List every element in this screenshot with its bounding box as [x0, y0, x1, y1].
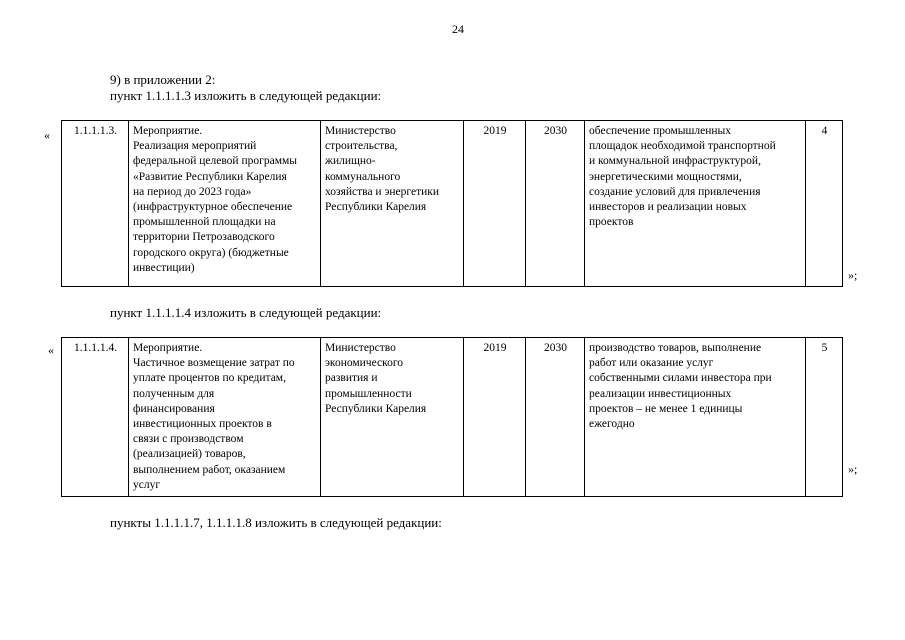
- start-year: 2019: [464, 338, 526, 497]
- text-line: Реализация мероприятий: [133, 140, 257, 153]
- close-quote-1: »;: [848, 268, 858, 282]
- text-line: проектов: [589, 216, 634, 229]
- event-lines: [133, 341, 317, 493]
- text-line: Частичное возмещение затрат по: [133, 357, 295, 370]
- text-line: Мероприятие.: [133, 342, 203, 354]
- text-line: проектов – не менее 1 единицы: [589, 402, 743, 415]
- text-line: Мероприятие.: [133, 125, 203, 137]
- text-line: ежегодно: [589, 418, 635, 431]
- intro-line-1: 9) в приложении 2:: [110, 72, 216, 87]
- responsible-executor: [321, 338, 464, 497]
- table-row: [62, 338, 843, 497]
- result-lines: [589, 341, 802, 432]
- table-row: [62, 121, 843, 287]
- expected-result: [585, 338, 806, 497]
- intro-line-2: пункт 1.1.1.1.3 изложить в следующей редакции:: [110, 88, 382, 103]
- expected-result: [585, 121, 806, 287]
- result-lines: [589, 124, 802, 230]
- text-line: развития и: [325, 372, 378, 385]
- text-line: коммунального: [325, 170, 401, 183]
- text-line: хозяйства и энергетики: [325, 185, 440, 198]
- text-line: работ или оказание услуг: [589, 357, 714, 370]
- text-line: создание условий для привлечения: [589, 185, 761, 198]
- text-line: федеральной целевой программы: [133, 155, 297, 168]
- event-description: [129, 121, 321, 287]
- open-quote-2: «: [48, 343, 54, 357]
- start-year: 2019: [464, 121, 526, 287]
- text-line: выполнением работ, оказанием: [133, 463, 286, 476]
- text-line: финансирования: [133, 402, 215, 415]
- text-line: (инфраструктурное обеспечение: [133, 201, 293, 214]
- text-line: Министерство: [325, 125, 396, 137]
- text-line: собственными силами инвестора при: [589, 372, 772, 385]
- text-line: строительства,: [325, 140, 398, 153]
- close-quote-2: »;: [848, 462, 858, 476]
- text-line: промышленной площадки на: [133, 216, 276, 229]
- end-year: 2030: [526, 338, 585, 497]
- text-line: полученным для: [133, 387, 215, 400]
- text-line: Министерство: [325, 342, 396, 354]
- text-line: «Развитие Республики Карелия: [133, 170, 287, 183]
- text-line: промышленности: [325, 387, 412, 400]
- text-line: экономического: [325, 357, 404, 370]
- executor-lines: [325, 341, 460, 417]
- page-number: 24: [452, 22, 464, 36]
- text-line: территории Петрозаводского: [133, 231, 275, 244]
- event-lines: [133, 124, 317, 276]
- text-line: жилищно-: [325, 155, 376, 168]
- item-number: 1.1.1.1.4.: [62, 338, 129, 497]
- text-line: и коммунальной инфраструктурой,: [589, 155, 761, 168]
- indicator-number: 5: [806, 338, 843, 497]
- text-line: услуг: [133, 478, 161, 491]
- text-line: (реализацией) товаров,: [133, 448, 246, 461]
- text-line: инвесторов и реализации новых: [589, 201, 747, 214]
- indicator-number: 4: [806, 121, 843, 287]
- end-year: 2030: [526, 121, 585, 287]
- text-line: инвестиционных проектов в: [133, 418, 272, 431]
- text-line: площадок необходимой транспортной: [589, 140, 776, 153]
- text-line: энергетическими мощностями,: [589, 170, 742, 183]
- text-line: на период до 2023 года»: [133, 185, 252, 198]
- text-line: обеспечение промышленных: [589, 125, 732, 137]
- bottom-line: пункты 1.1.1.1.7, 1.1.1.1.8 изложить в следующей редакции:: [110, 515, 442, 530]
- text-line: Республики Карелия: [325, 402, 427, 415]
- responsible-executor: [321, 121, 464, 287]
- text-line: Республики Карелия: [325, 201, 427, 214]
- text-line: инвестиции): [133, 261, 195, 274]
- executor-lines: [325, 124, 460, 215]
- text-line: производство товаров, выполнение: [589, 342, 762, 354]
- text-line: реализации инвестиционных: [589, 387, 732, 400]
- text-line: городского округа) (бюджетные: [133, 246, 289, 259]
- text-line: связи с производством: [133, 433, 244, 446]
- mid-line: пункт 1.1.1.1.4 изложить в следующей редакции:: [110, 305, 382, 320]
- event-description: [129, 338, 321, 497]
- item-number: 1.1.1.1.3.: [62, 121, 129, 287]
- open-quote-1: «: [44, 128, 50, 142]
- table-row-1134: [61, 337, 843, 497]
- text-line: уплате процентов по кредитам,: [133, 372, 286, 385]
- table-row-1133: [61, 120, 843, 287]
